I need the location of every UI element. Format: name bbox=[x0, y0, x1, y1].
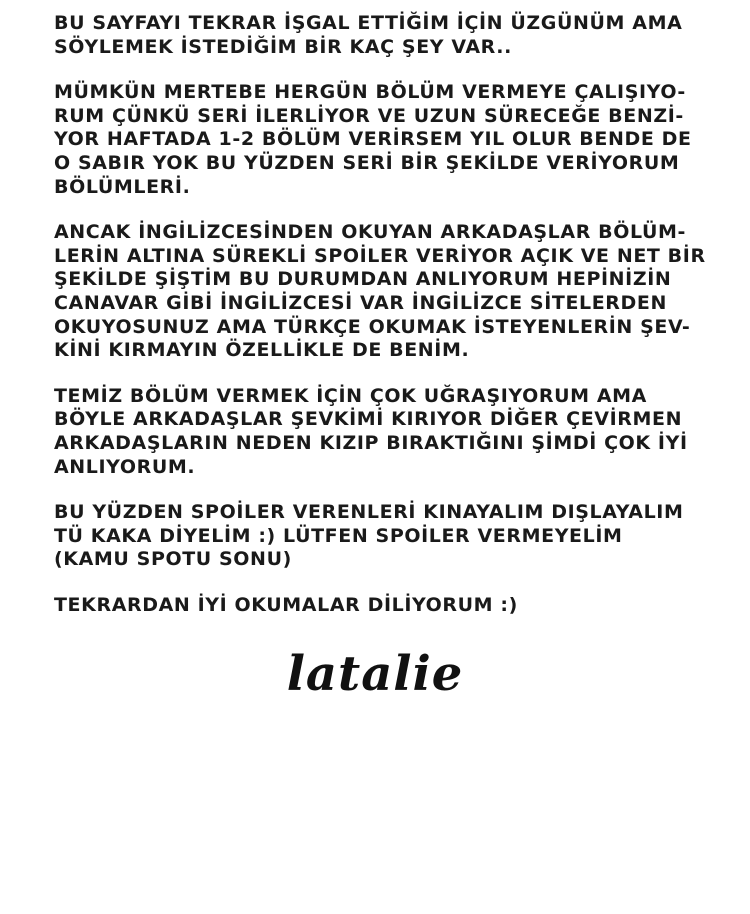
text-line: (KAMU SPOTU SONU) bbox=[54, 548, 292, 571]
text-line: BÖLÜMLERİ. bbox=[54, 175, 191, 198]
note-body bbox=[54, 12, 706, 639]
text-line: TEMİZ BÖLÜM VERMEK İÇİN ÇOK UĞRAŞIYORUM AMA bbox=[54, 384, 647, 407]
text-line: CANAVAR GİBİ İNGİLİZCESİ VAR İNGİLİZCE SİTELERDEN bbox=[54, 291, 667, 314]
text-line: LERİN ALTINA SÜREKLİ SPOİLER VERİYOR AÇIK VE NET BİR bbox=[54, 244, 706, 267]
signature: latalie bbox=[286, 646, 464, 702]
text-line: BU SAYFAYI TEKRAR İŞGAL ETTİĞİM İÇİN ÜZGÜNÜM AMA bbox=[54, 12, 683, 34]
text-line: TÜ KAKA DİYELİM :) LÜTFEN SPOİLER VERMEYELİM bbox=[54, 524, 623, 547]
text-line: TEKRARDAN İYİ OKUMALAR DİLİYORUM :) bbox=[54, 593, 518, 616]
paragraph-schedule bbox=[54, 81, 694, 199]
text-line: ŞEKİLDE ŞİŞTİM BU DURUMDAN ANLIYORUM HEPİNİZİN bbox=[54, 268, 672, 291]
paragraph-closing bbox=[54, 594, 694, 618]
text-line: YOR HAFTADA 1-2 BÖLÜM VERİRSEM YIL OLUR BENDE DE bbox=[54, 128, 692, 151]
paragraph-apology bbox=[54, 12, 694, 59]
text-line: SÖYLEMEK İSTEDİĞİM BİR KAÇ ŞEY VAR.. bbox=[54, 35, 512, 58]
text-line: MÜMKÜN MERTEBE HERGÜN BÖLÜM VERMEYE ÇALIŞIYO- bbox=[54, 81, 686, 104]
paragraph-psa bbox=[54, 501, 694, 572]
text-line: ANCAK İNGİLİZCESİNDEN OKUYAN ARKADAŞLAR BÖLÜM- bbox=[54, 221, 687, 244]
text-line: O SABIR YOK BU YÜZDEN SERİ BİR ŞEKİLDE VERİYORUM bbox=[54, 151, 680, 174]
text-line: BÖYLE ARKADAŞLAR ŞEVKİMİ KIRIYOR DİĞER ÇEVİRMEN bbox=[54, 408, 683, 431]
text-line: RUM ÇÜNKÜ SERİ İLERLİYOR VE UZUN SÜRECEĞE BENZİ- bbox=[54, 104, 684, 127]
text-line: OKUYOSUNUZ AMA TÜRKÇE OKUMAK İSTEYENLERİN ŞEV- bbox=[54, 315, 691, 338]
text-line: ARKADAŞLARIN NEDEN KIZIP BIRAKTIĞINI ŞİMDİ ÇOK İYİ bbox=[54, 431, 688, 454]
text-line: BU YÜZDEN SPOİLER VERENLERİ KINAYALIM DIŞLAYALIM bbox=[54, 501, 684, 524]
text-line: ANLIYORUM. bbox=[54, 455, 196, 478]
paragraph-spoilers bbox=[54, 221, 706, 363]
text-line: KİNİ KIRMAYIN ÖZELLİKLE DE BENİM. bbox=[54, 339, 470, 362]
paragraph-effort bbox=[54, 385, 694, 479]
